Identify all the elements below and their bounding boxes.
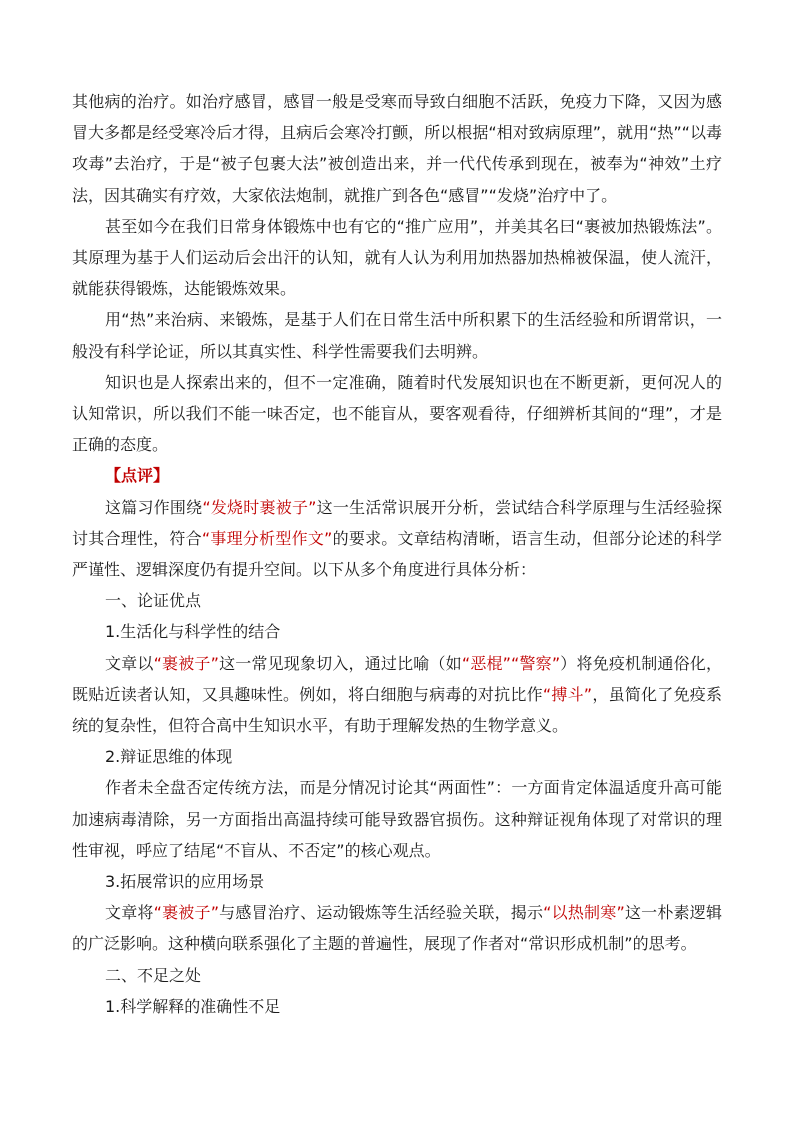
- essay-body: [72, 86, 722, 460]
- highlighted-term: “裹被子”: [153, 903, 219, 923]
- text-segment: 知识也是人探索出来的，但不一定准确，随着时代发展知识也在不断更新，更何况人的认知常识，所以我们不能一味否定，也不能盲从，要客观看待，仔细辨析其间的“理”，才是正确的态度。: [72, 372, 722, 455]
- essay-paragraph: [72, 211, 722, 305]
- review-paragraph: [72, 648, 722, 742]
- review-heading: 3.拓展常识的应用场景: [105, 872, 265, 892]
- text-segment: 这一常见现象切入，通过比喻（如: [218, 653, 462, 673]
- text-segment: 这一朴素逻辑的广泛影响。这种横向联系强化了主题的普遍性，展现了作者对“常识形成机制”的思考。: [72, 903, 722, 954]
- review-heading: 1.生活化与科学性的结合: [105, 622, 281, 642]
- review-paragraph: [72, 492, 722, 586]
- review-body: [72, 492, 722, 1022]
- review-paragraph: [72, 897, 722, 959]
- essay-paragraph: [72, 304, 722, 366]
- text-segment: 甚至如今在我们日常身体锻炼中也有它的“推广应用”，并美其名曰“裹被加热锻炼法”。其原理为基于人们运动后会出汗的认知，就有人认为利用加热器加热棉被保温，使人流汗，就能获得锻炼，达能锻炼效果。: [72, 216, 722, 299]
- highlighted-term: “发烧时裹被子”: [202, 497, 317, 517]
- text-segment: 文章以: [105, 653, 154, 673]
- text-segment: 与感冒治疗、运动锻炼等生活经验关联，揭示: [218, 903, 544, 923]
- review-heading: 2.辩证思维的体现: [105, 747, 233, 767]
- text-segment: ）将免疫机制通俗化，既贴近读者认知，又具趣味性。例如，将白细胞与病毒的对抗比作: [72, 653, 722, 704]
- text-segment: 其他病的治疗。如治疗感冒，感冒一般是受寒而导致白细胞不活跃，免疫力下降，又因为感冒大多都是经受寒冷后才得，且病后会寒冷打颤，所以根据“相对致病原理”，就用“热”“以毒攻毒”去治疗，于是“被子包裹大法”被创造出来，并一代代传承到现在，被奉为“神效”土疗法，因其确实有疗效，大家依法炮制，就推广到各色“感冒”“发烧”治疗中了。: [72, 92, 722, 205]
- essay-paragraph: [72, 367, 722, 461]
- text-segment: 的要求。文章结构清晰，语言生动，但部分论述的科学严谨性、逻辑深度仍有提升空间。以下从多个角度进行具体分析：: [72, 528, 722, 580]
- highlighted-term: “恶棍”“警察”: [461, 653, 561, 673]
- highlighted-term: “裹被子”: [153, 653, 219, 673]
- text-segment: 作者未全盘否定传统方法，而是分情况讨论其“两面性”：一方面肯定体温适度升高可能加速病毒清除，另一方面指出高温持续可能导致器官损伤。这种辩证视角体现了对常识的理性审视，呼应了结尾“不盲从、不否定”的核心观点。: [72, 778, 722, 860]
- text-segment: 文章将: [105, 903, 154, 923]
- review-heading: 二、不足之处: [105, 965, 202, 985]
- text-segment: 用“热”来治病、来锻炼，是基于人们在日常生活中所积累下的生活经验和所谓常识，一般没有科学论证，所以其真实性、科学性需要我们去明辨。: [72, 310, 722, 361]
- review-paragraph: [72, 772, 722, 866]
- highlighted-term: “以热制寒”: [543, 903, 625, 923]
- essay-paragraph: [72, 86, 722, 211]
- review-label: 【点评】: [105, 466, 170, 486]
- highlighted-term: “事理分析型作文”: [201, 528, 333, 548]
- review-heading: 一、论证优点: [105, 591, 202, 611]
- highlighted-term: “搏斗”: [542, 684, 593, 704]
- text-segment: 这篇习作围绕: [105, 497, 203, 517]
- text-segment: ，虽简化了免疫系统的复杂性，但符合高中生知识水平，有助于理解发热的生物学意义。: [72, 684, 722, 736]
- review-heading: 1.科学解释的准确性不足: [105, 996, 281, 1016]
- text-segment: 这一生活常识展开分析，尝试结合科学原理与生活经验探讨其合理性，符合: [72, 497, 722, 548]
